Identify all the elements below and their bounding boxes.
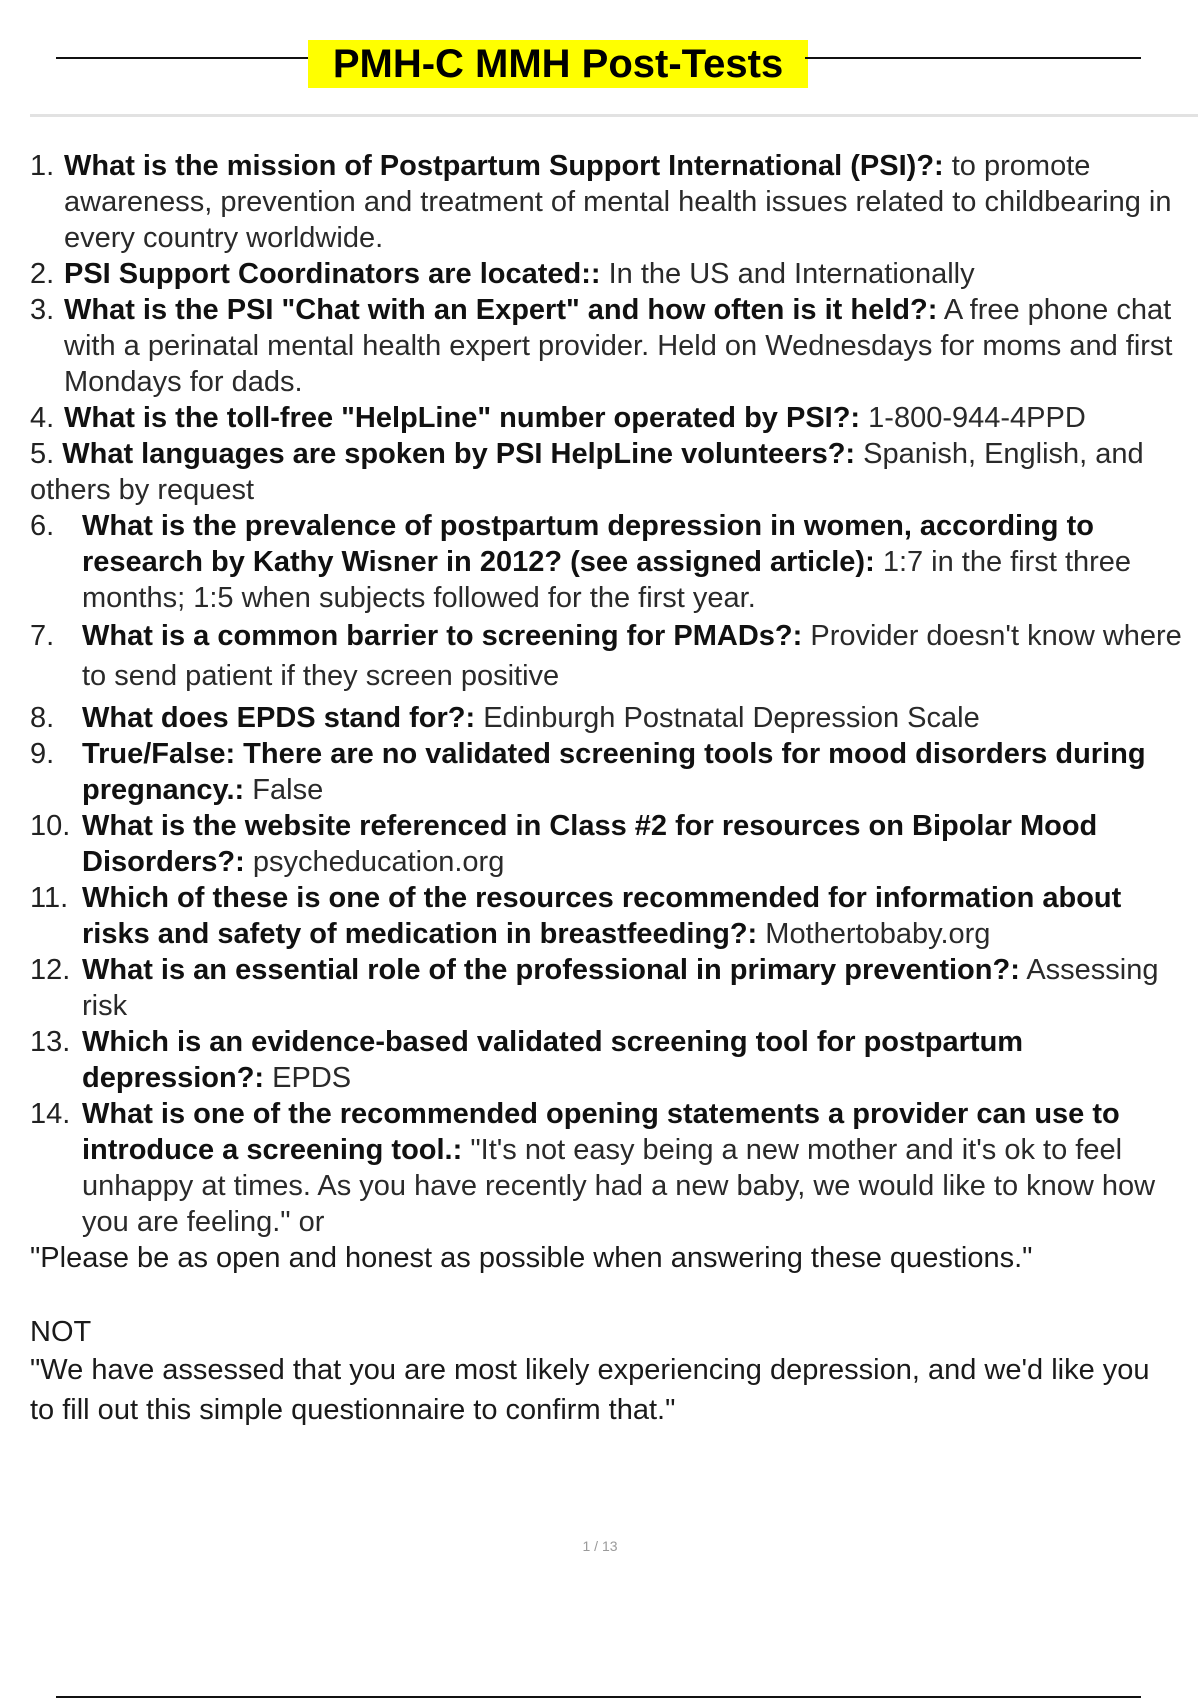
answer-text: "It's not easy being a new mother and it's ok to feel unhappy at times. As you have recently had a new baby, we would like to know how you are feeling." or [82, 1134, 1156, 1238]
answer-text: Mothertobaby.org [765, 918, 991, 950]
question-text: What is the website referenced in Class #2 for resources on Bipolar Mood Disorders?: [82, 810, 1098, 878]
question-text: What is the toll-free "HelpLine" number operated by PSI?: [64, 402, 861, 434]
qa-item-12 [0, 952, 1200, 1024]
qa-list [0, 148, 1200, 1430]
qa-item-6 [0, 508, 1200, 616]
answer-text: psycheducation.org [252, 846, 505, 878]
question-text: What is the PSI "Chat with an Expert" and how often is it held?: [64, 294, 938, 326]
question-text: What does EPDS stand for?: [82, 702, 476, 734]
answer-text: Provider doesn't know where to send patient if they screen positive [82, 620, 1182, 692]
item-number: 3. [30, 294, 55, 326]
qa-item-7 [0, 616, 1200, 696]
question-text: What is a common barrier to screening for PMADs?: [82, 620, 803, 652]
item-number: 14. [30, 1098, 71, 1130]
answer-text: False [252, 774, 324, 806]
question-text: What is the mission of Postpartum Support International (PSI)?: [64, 150, 944, 182]
page-title: PMH-C MMH Post-Tests [308, 40, 808, 88]
answer-text: A free phone chat with a perinatal mental health expert provider. Held on Wednesdays for moms and first Mondays for dads. [64, 294, 1173, 398]
item-number: 13. [30, 1026, 71, 1058]
item-number: 5. [30, 438, 55, 470]
qa-item-13 [0, 1024, 1200, 1096]
page-indicator: 1 / 13 [582, 1538, 618, 1554]
qa-item-9 [0, 736, 1200, 808]
qa-item-1 [0, 148, 1200, 256]
qa-item-5 [0, 436, 1200, 508]
answer-continuation-2: "We have assessed that you are most likely experiencing depression, and we'd like you to fill out this simple questionnaire to confirm that." [30, 1354, 1150, 1426]
answer-text: 1:7 in the first three months; 1:5 when subjects followed for the first year. [82, 546, 1132, 614]
question-text: What is the prevalence of postpartum depression in women, according to research by Kathy Wisner in 2012? (see assigned article): [82, 510, 1094, 578]
answer-text: to promote awareness, prevention and treatment of mental health issues related to childbearing in every country worldwide. [64, 150, 1172, 254]
title-rule-left [56, 57, 312, 59]
answer-text: Spanish, English, and others by request [30, 438, 1144, 506]
answer-text: Edinburgh Postnatal Depression Scale [483, 702, 980, 734]
question-text: What languages are spoken by PSI HelpLine volunteers?: [62, 438, 856, 470]
qa-item-11 [0, 880, 1200, 952]
qa-item-3 [0, 292, 1200, 400]
qa-item-8 [0, 700, 1200, 736]
qa-item-10 [0, 808, 1200, 880]
header-divider [30, 114, 1198, 117]
item-number: 9. [30, 738, 55, 770]
item-number: 10. [30, 810, 71, 842]
question-text: PSI Support Coordinators are located:: [64, 258, 601, 290]
question-text: What is an essential role of the professional in primary prevention?: [82, 954, 1020, 986]
footer-rule [56, 1696, 1141, 1698]
qa-item-14 [0, 1096, 1200, 1240]
item-number: 7. [30, 620, 55, 652]
item-number: 11. [30, 882, 69, 914]
item-number: 8. [30, 702, 55, 734]
item-number: 2. [30, 258, 55, 290]
qa-item-2 [0, 256, 1200, 292]
question-text: True/False: There are no validated screening tools for mood disorders during pregnancy.: [82, 738, 1146, 806]
answer-text: EPDS [272, 1062, 352, 1094]
item-number: 1. [30, 150, 55, 182]
title-rule-right [805, 57, 1141, 59]
answer-text: In the US and Internationally [608, 258, 975, 290]
item-number: 4. [30, 402, 55, 434]
paragraph-gap [0, 1276, 1200, 1314]
document-header [0, 40, 1200, 96]
question-text: What is one of the recommended opening statements a provider can use to introduce a screening tool.: [82, 1098, 1120, 1166]
question-text: Which is an evidence-based validated screening tool for postpartum depression?: [82, 1026, 1024, 1094]
item-number: 12. [30, 954, 71, 986]
answer-text: Assessing risk [82, 954, 1159, 1022]
not-label: NOT [30, 1316, 92, 1348]
qa-item-4 [0, 400, 1200, 436]
answer-text: 1-800-944-4PPD [868, 402, 1086, 434]
answer-continuation-1: "Please be as open and honest as possible when answering these questions." [30, 1242, 1033, 1274]
item-number: 6. [30, 510, 55, 542]
question-text: Which of these is one of the resources recommended for information about risks and safety of medication in breastfeeding?: [82, 882, 1122, 950]
